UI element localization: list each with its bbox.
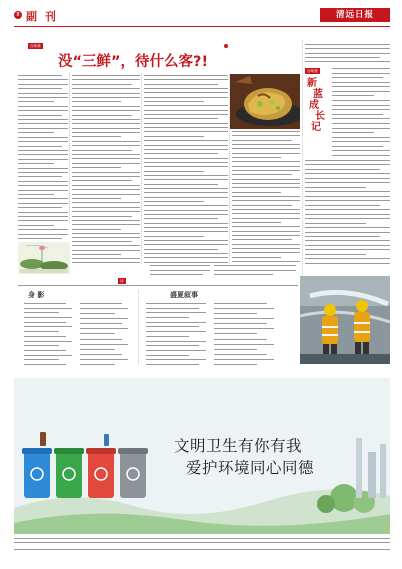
- poem-1-col-b: [80, 303, 128, 365]
- footer-line-1: [14, 542, 390, 543]
- side-column-tag: 百味斋: [307, 68, 318, 73]
- recycling-bins-illustration: [20, 432, 160, 522]
- footer-rule: [14, 538, 390, 539]
- side-intro-text: [305, 44, 390, 62]
- side-title-char: 新: [307, 78, 317, 89]
- firefighter-photo: [300, 276, 390, 364]
- side-title-char: 蓝: [313, 89, 323, 100]
- poem-2-title: 盛夏叙事: [170, 290, 198, 299]
- masthead-text: 清远日报: [335, 10, 374, 20]
- food-photo-art: [230, 74, 300, 129]
- ad-headline-1: 文明卫生有你有我: [174, 437, 303, 455]
- section-title: 副 刊: [26, 10, 58, 23]
- essay-column-tag: 百味斋: [30, 43, 41, 48]
- essay-column-2b: [72, 233, 140, 263]
- column-rule: [141, 74, 142, 264]
- poem-2-col-a: [146, 303, 206, 365]
- ad-banner: [14, 378, 390, 534]
- essay-column-1b: [18, 229, 68, 239]
- poetry-divider: [138, 290, 139, 365]
- poem-1-title: 身 影: [28, 290, 45, 299]
- poetry-top-rule: [18, 285, 298, 286]
- side-title-char: 长: [315, 111, 325, 122]
- side-column-text-b: [305, 160, 390, 264]
- poem-1-col-a: [24, 303, 72, 365]
- essay-author-icon: [224, 44, 228, 48]
- essay-lower-col-b: [214, 265, 296, 275]
- recycling-bins-art: [20, 432, 160, 522]
- food-photo: [230, 74, 300, 129]
- side-column-text-a: [332, 68, 390, 156]
- essay-title: 没“三鲜”，待什么客?!: [58, 54, 209, 70]
- lotus-painting-photo: [18, 242, 70, 274]
- masthead-logo: [320, 8, 390, 22]
- side-title-char: 成: [309, 100, 319, 111]
- poetry-band-tag: 诗: [120, 278, 124, 283]
- page-number: 8: [16, 12, 20, 18]
- header-divider: [14, 26, 390, 27]
- essay-column-3: [144, 75, 228, 263]
- side-title-char: 记: [311, 122, 321, 133]
- essay-lower-col-a: [150, 265, 210, 275]
- column-rule: [69, 74, 70, 224]
- page-number-badge: [14, 11, 22, 19]
- ad-headline-2: 爱护环境同心同德: [186, 459, 315, 477]
- lotus-painting-art: [18, 242, 70, 274]
- page-header: [14, 8, 390, 34]
- essay-column-2: [72, 75, 140, 230]
- essay-column-1: [18, 75, 68, 226]
- firefighter-art: [300, 276, 390, 364]
- footer-info: [14, 541, 390, 563]
- footer-line-2: [14, 549, 390, 550]
- essay-column-4: [232, 131, 300, 262]
- poem-2-col-b: [214, 303, 274, 365]
